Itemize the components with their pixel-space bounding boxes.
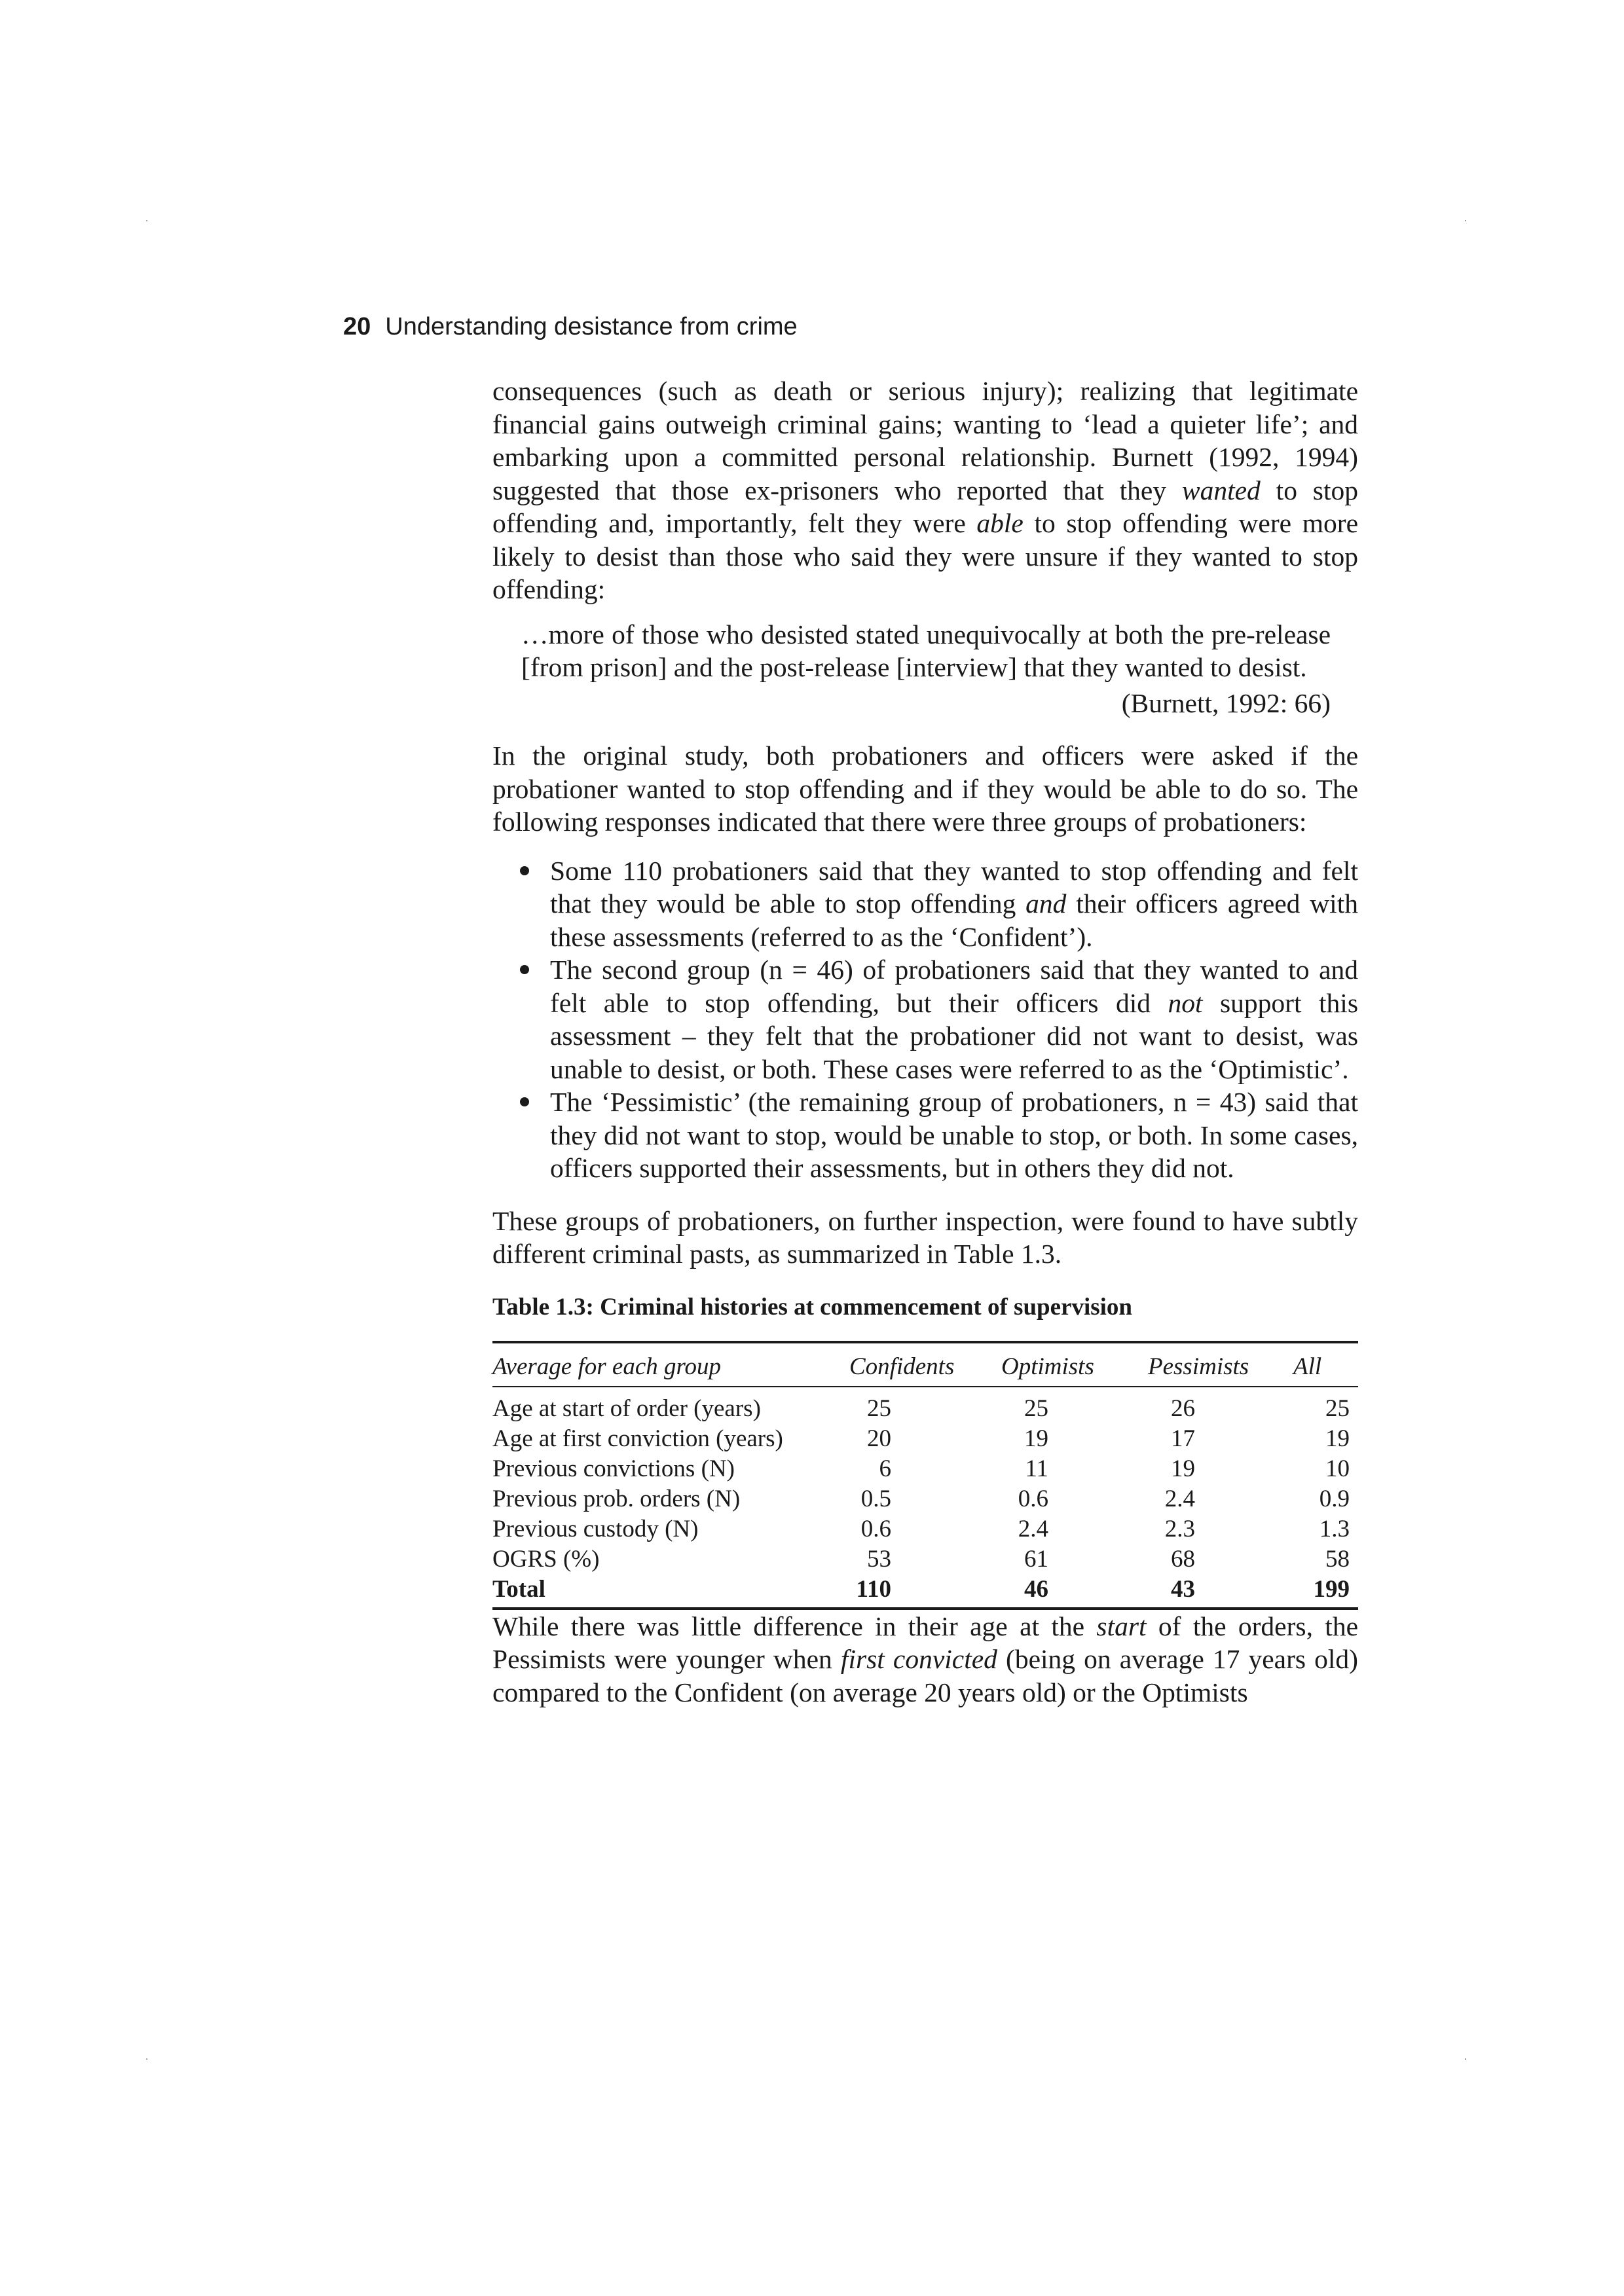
paragraph-1: consequences (such as death or serious injury); realizing that legitimate financial gains outweigh criminal gains; wanting to ‘lead a quieter life’; and embarking upon a committed personal relationship. Burnett (1992, 1994) suggested that those ex-prisoners who reported that they wanted to stop offending and, importantly, felt they were able to stop offending were more likely to desist than those who said they were unsure if they wanted to stop offending: [492, 376, 1358, 604]
table-cell [1001, 1387, 1148, 1424]
cell-value: 61 [1024, 1545, 1048, 1573]
table-cell [1148, 1484, 1293, 1514]
bullet-text: The second group (n = 46) of probationers said that they wanted to and felt able to stop offending, but their officers did not support this assessment – they felt that the probationer did not want to desist, was unable to desist, or both. These cases were referred to as the ‘Optimistic’. [550, 955, 1358, 1084]
table-row [492, 1484, 1358, 1514]
table-cell [1293, 1454, 1358, 1484]
row-label: Age at start of order (years) [492, 1394, 761, 1422]
row-label: Previous convictions (N) [492, 1455, 735, 1482]
cell-value: 2.4 [1164, 1485, 1195, 1512]
bullet-list [492, 854, 1358, 1185]
cell-value: 19 [1171, 1455, 1195, 1482]
quote-text: …more of those who desisted stated unequivocally at both the pre-release [from prison] and the post-release [interview] that they wanted to desist. [521, 619, 1331, 682]
bullet-text: The ‘Pessimistic’ (the remaining group of probationers, n = 43) said that they did not want to stop, would be unable to stop, or both. In some cases, officers supported their assessments, but in others they did not. [550, 1087, 1358, 1183]
row-label: Age at first conviction (years) [492, 1425, 783, 1452]
table-cell [1148, 1514, 1293, 1544]
table-cell [1293, 1484, 1358, 1514]
cell-value: 1.3 [1319, 1515, 1350, 1542]
row-label: OGRS (%) [492, 1545, 600, 1573]
cell-value: 46 [1024, 1575, 1048, 1603]
row-label: Previous prob. orders (N) [492, 1485, 741, 1512]
table-cell [1293, 1514, 1358, 1544]
cell-value: 20 [867, 1425, 891, 1452]
table-row [492, 1575, 1358, 1609]
text-column [492, 374, 1358, 1709]
table-cell [1148, 1575, 1293, 1609]
cell-value: 25 [867, 1394, 891, 1422]
cell-value: 10 [1325, 1455, 1350, 1482]
table-cell [1148, 1424, 1293, 1454]
table-cell [1293, 1387, 1358, 1424]
table-cell [1001, 1544, 1148, 1575]
cell-value: 0.5 [860, 1485, 891, 1512]
running-head [343, 313, 798, 352]
cell-value: 6 [879, 1455, 891, 1482]
col-header-confidents: Confidents [849, 1353, 955, 1380]
table-cell [849, 1387, 1001, 1424]
quote-citation: (Burnett, 1992: 66) [1121, 687, 1331, 718]
page-number: 20 [343, 313, 371, 340]
table-cell [1001, 1484, 1148, 1514]
table-cell [1001, 1575, 1148, 1609]
table-cell [1001, 1514, 1148, 1544]
crop-mark-top-left: · [145, 216, 149, 227]
row-label: Total [492, 1575, 545, 1603]
table-cell [1293, 1575, 1358, 1609]
table-cell [1148, 1454, 1293, 1484]
cell-value: 11 [1025, 1455, 1048, 1482]
table-cell [1001, 1424, 1148, 1454]
criminal-histories-table [492, 1341, 1358, 1610]
cell-value: 0.6 [860, 1515, 891, 1542]
cell-value: 25 [1024, 1394, 1048, 1422]
cell-value: 25 [1325, 1394, 1350, 1422]
paragraph-4: While there was little difference in their age at the start of the orders, the Pessimists were younger when first convicted (being on average 17 years old) compared to the Confident (on average 20 years old) or the Optimists [492, 1611, 1358, 1707]
paragraph-2: In the original study, both probationers and officers were asked if the probationer wanted to stop offending and if they would be able to do so. The following responses indicated that there were three groups of probationers: [492, 740, 1358, 837]
col-header-all: All [1293, 1353, 1322, 1380]
table-header-row [492, 1342, 1358, 1387]
col-header-pessimists: Pessimists [1148, 1353, 1249, 1380]
row-label: Previous custody (N) [492, 1515, 699, 1542]
cell-value: 68 [1171, 1545, 1195, 1573]
table-cell [1001, 1454, 1148, 1484]
cell-value: 58 [1325, 1545, 1350, 1573]
paragraph-3: These groups of probationers, on further inspection, were found to have subtly different criminal pasts, as summarized in Table 1.3. [492, 1205, 1358, 1269]
table-cell [849, 1544, 1001, 1575]
table-row [492, 1387, 1358, 1424]
bullet-icon [520, 1097, 529, 1106]
table-cell [1148, 1544, 1293, 1575]
col-header-group: Average for each group [492, 1353, 722, 1380]
col-header-optimists: Optimists [1001, 1353, 1094, 1380]
cell-value: 43 [1171, 1575, 1195, 1603]
cell-value: 0.9 [1319, 1485, 1350, 1512]
table-cell [1293, 1424, 1358, 1454]
bullet-item [492, 953, 1358, 1085]
table-row [492, 1544, 1358, 1575]
table-cell [1293, 1544, 1358, 1575]
bullet-icon [520, 866, 529, 875]
table-cell [849, 1514, 1001, 1544]
cell-value: 110 [856, 1575, 891, 1603]
bullet-item [492, 854, 1358, 954]
block-quote [521, 618, 1331, 720]
cell-value: 2.4 [1018, 1515, 1048, 1542]
table-cell [1148, 1387, 1293, 1424]
table-cell [849, 1424, 1001, 1454]
table-row [492, 1514, 1358, 1544]
bullet-text: Some 110 probationers said that they wanted to stop offending and felt that they would be able to stop offending and their officers agreed with these assessments (referred to as the ‘Confident’). [550, 855, 1358, 952]
cell-value: 19 [1024, 1425, 1048, 1452]
cell-value: 53 [867, 1545, 891, 1573]
table-caption: Table 1.3: Criminal histories at commencement of supervision [492, 1293, 1132, 1321]
cell-value: 19 [1325, 1425, 1350, 1452]
bullet-icon [520, 965, 529, 974]
table-cell [849, 1575, 1001, 1609]
cell-value: 26 [1171, 1394, 1195, 1422]
table-cell [849, 1484, 1001, 1514]
table-cell [849, 1454, 1001, 1484]
bullet-item [492, 1085, 1358, 1185]
crop-mark-top-right: · [1464, 216, 1467, 227]
cell-value: 17 [1171, 1425, 1195, 1452]
crop-mark-bottom-right: · [1464, 2054, 1467, 2065]
table-row [492, 1454, 1358, 1484]
table-row [492, 1424, 1358, 1454]
cell-value: 0.6 [1018, 1485, 1048, 1512]
crop-mark-bottom-left: · [145, 2054, 149, 2065]
cell-value: 199 [1313, 1575, 1350, 1603]
running-head-title: Understanding desistance from crime [385, 313, 798, 340]
cell-value: 2.3 [1164, 1515, 1195, 1542]
